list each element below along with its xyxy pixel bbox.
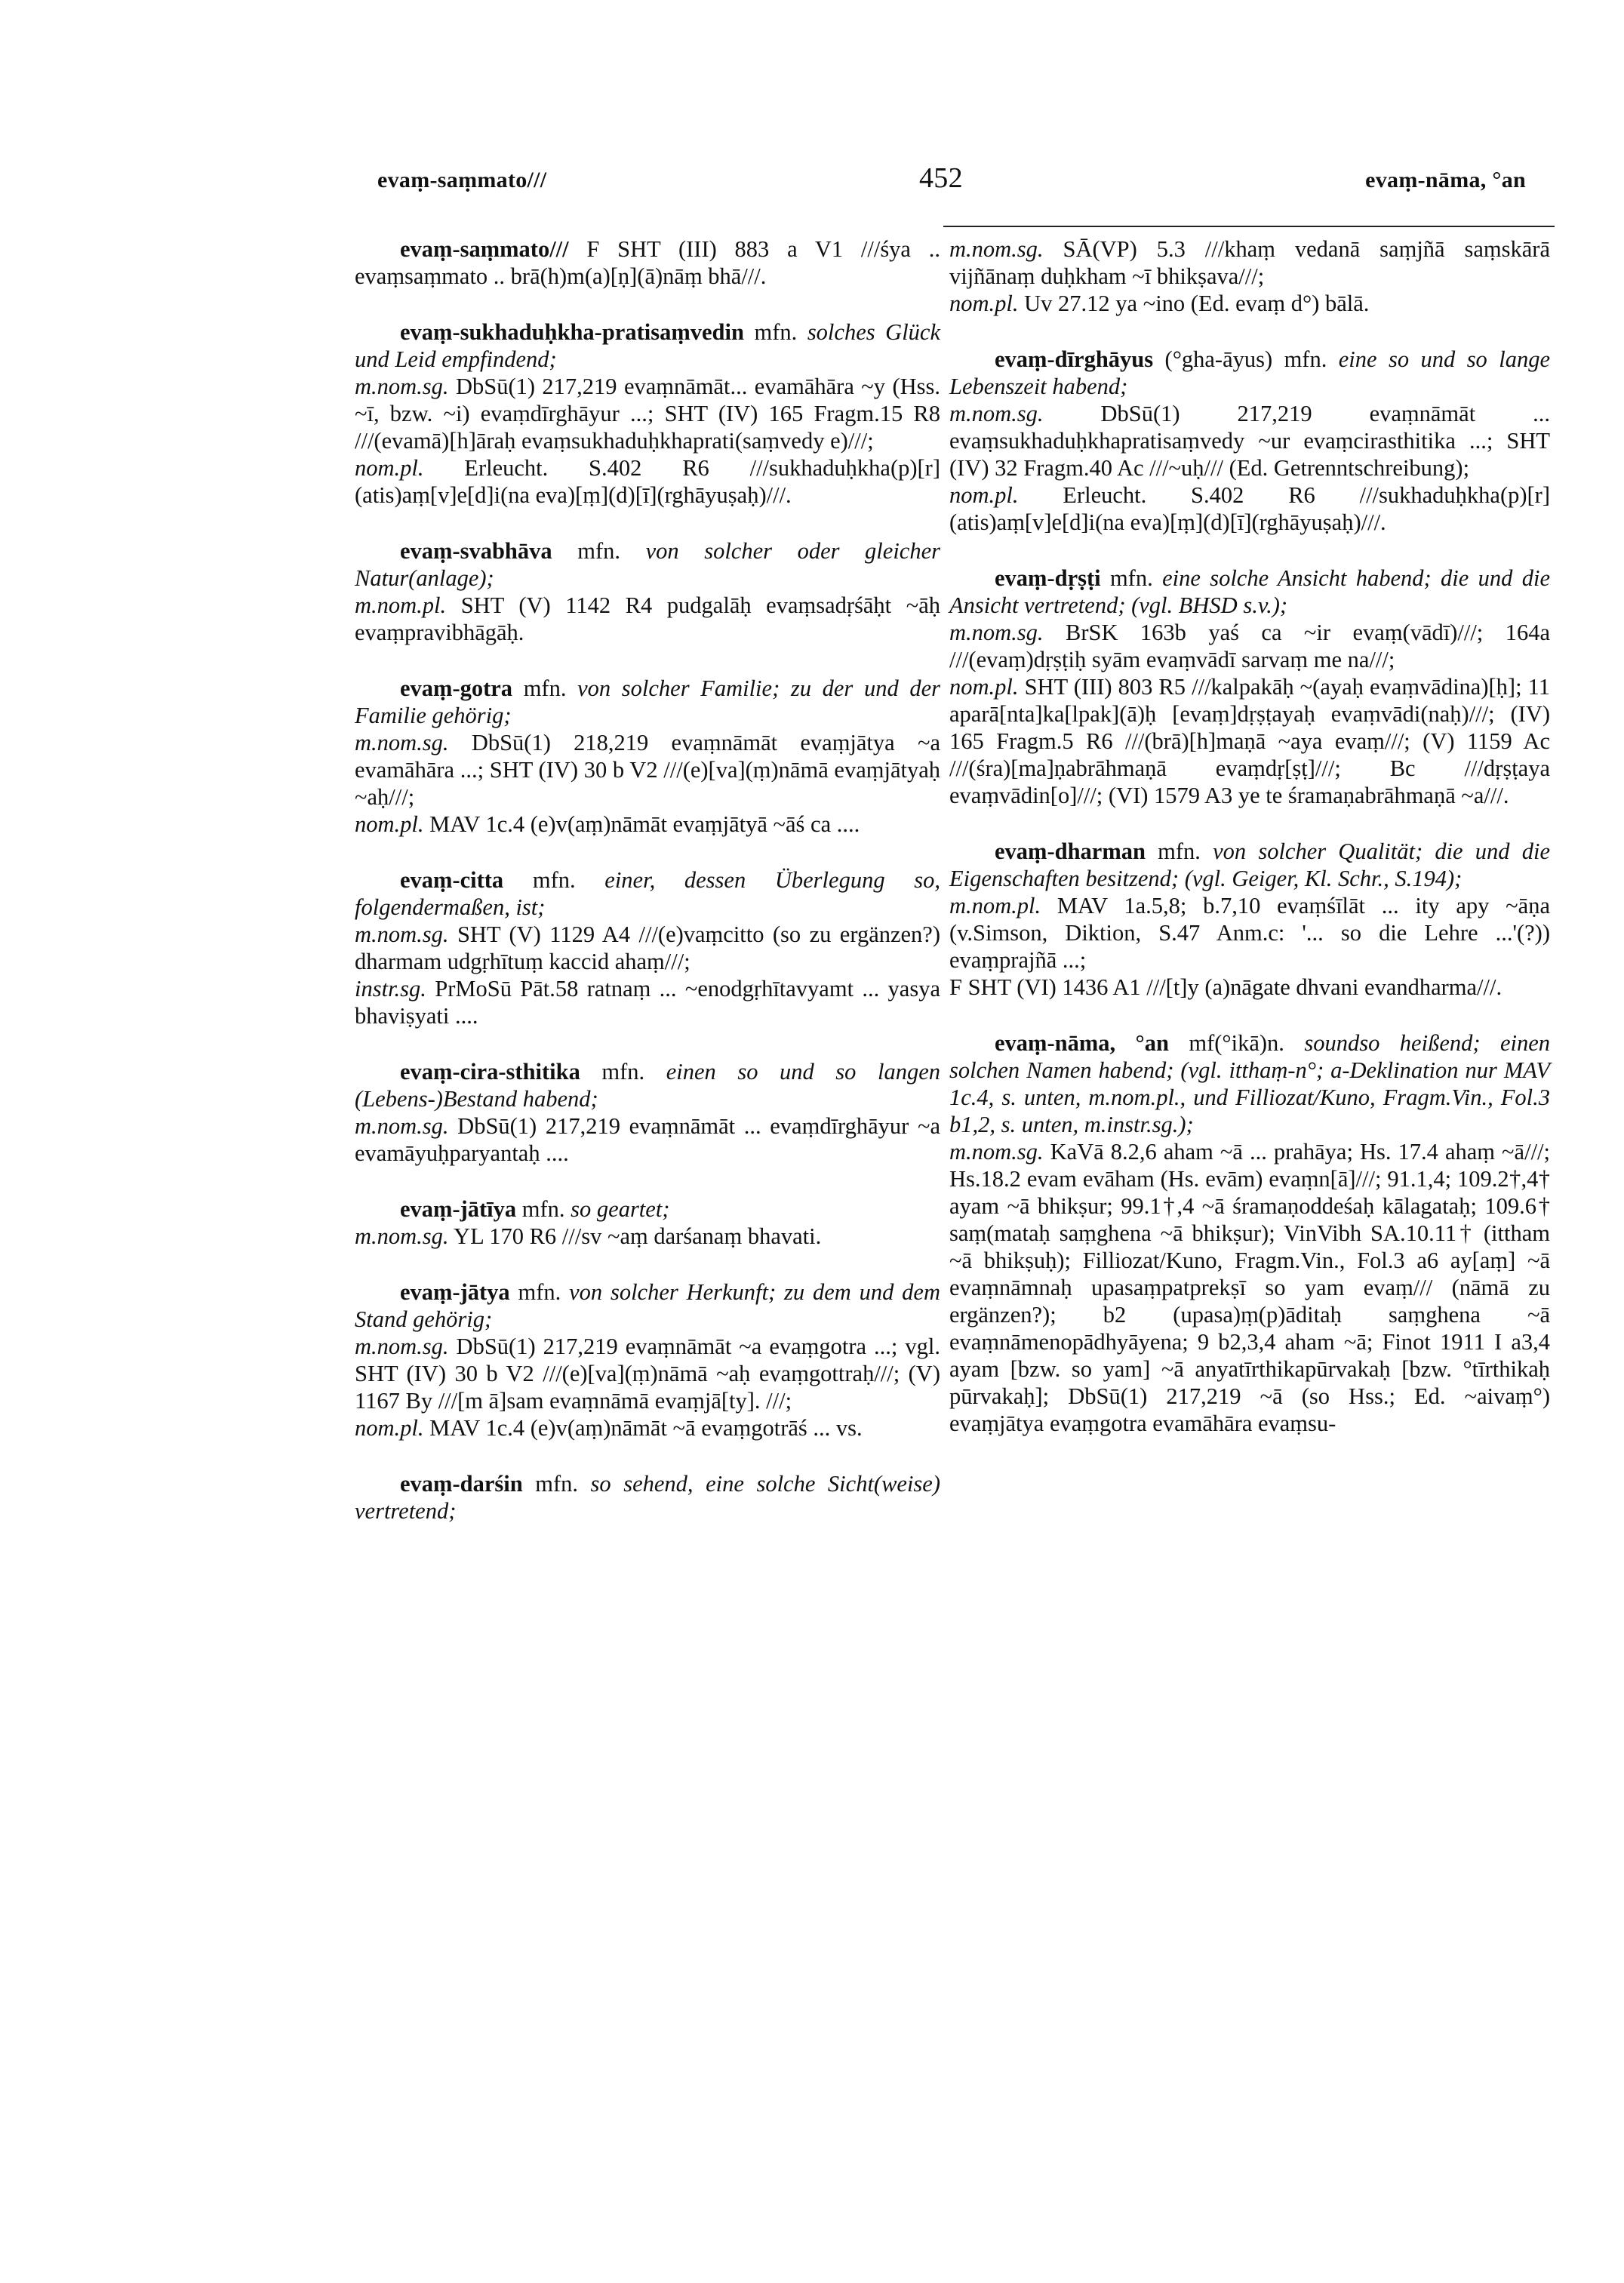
entry-lemma: evaṃ-darśin <box>400 1471 523 1497</box>
dictionary-entry <box>355 235 940 290</box>
dictionary-entry <box>355 1195 940 1250</box>
entry-lemma: evaṃ-saṃmato/// <box>400 236 569 262</box>
entry-attestation-text: PrMoSū Pāt.58 ratnaṃ ... ~enodgṛhītavyamt ... yasya bhaviṣyati .... <box>355 976 940 1029</box>
entry-attestation-text: F SHT (VI) 1436 A1 ///[t]y (a)nāgate dhvani evandharma///. <box>949 974 1503 1000</box>
dictionary-entry <box>355 1470 940 1525</box>
entry-attestation-text: Uv 27.12 ya ~ino (Ed. evaṃ d°) bālā. <box>1018 291 1370 316</box>
entry-headword-line <box>949 1029 1550 1138</box>
entry-definition: solches Glück und Leid empfindend; <box>355 319 940 372</box>
entry-attestation-text: DbSū(1) 217,219 evaṃnāmāt... evamāhāra ~y (Hss. ~ī, bzw. ~i) evaṃdīrghāyur ...; SHT (IV) 165 Fragm.15 R8 ///(evamā)[h]āraḥ evaṃsukhaduḥkhaprati(saṃvedy e)///; <box>355 374 940 454</box>
running-head-right: evaṃ-nāma, °an <box>1365 168 1526 192</box>
page-number: 452 <box>919 162 963 194</box>
grammatical-label: nom.pl. <box>949 291 1019 316</box>
entry-headword-line <box>355 1470 940 1525</box>
dictionary-entry <box>355 537 940 646</box>
entry-attestation-text: BrSK 163b yaś ca ~ir evaṃ(vādī)///; 164a ///(evaṃ)dṛṣṭiḥ syām evaṃvādī sarvaṃ me na///; <box>949 620 1550 672</box>
entry-attestation-text: MAV 1c.4 (e)v(aṃ)nāmāt evaṃjātyā ~āś ca .... <box>423 811 860 837</box>
entry-attestation <box>355 592 940 646</box>
grammatical-label: m.nom.pl. <box>949 893 1041 918</box>
entry-attestation <box>355 729 940 811</box>
grammatical-label: m.nom.sg. <box>355 1334 449 1359</box>
entry-definition: eine solche Ansicht habend; die und die Ansicht vertretend; (vgl. BHSD s.v.); <box>949 565 1550 618</box>
entry-attestation-text: DbSū(1) 217,219 evaṃnāmāt ... evaṃsukhaduḥkhapratisaṃvedy ~ur evaṃcirasthitika ...; SHT (IV) 32 Fragm.40 Ac ///~uḥ/// (Ed. Getrenntschreibung); <box>949 401 1550 481</box>
entry-attestation <box>949 482 1550 536</box>
entry-definition: einen so und so langen (Lebens-)Bestand habend; <box>355 1059 940 1112</box>
entry-headword-line <box>949 346 1550 400</box>
entry-attestation-text: SHT (III) 803 R5 ///kalpakāḥ ~(ayaḥ evaṃvādina)[ḥ]; 11 aparā[nta]ka[lpak](ā)ḥ [evaṃ]dṛṣṭayaḥ evaṃvādi(naḥ)///; (IV) 165 Fragm.5 R6 ///(brā)[h]maṇā ~aya evaṃ///; (V) 1159 Ac ///(śra)[ma]ṇabrāhmaṇā evaṃdṛ[ṣṭ]///; Bc ///dṛṣṭaya evaṃvādin[o]///; (VI) 1579 A3 ye te śramaṇabrāhmaṇā ~a///. <box>949 674 1550 808</box>
dictionary-entry <box>355 1278 940 1441</box>
entry-pos: mfn. <box>743 319 807 345</box>
entry-attestation <box>355 1333 940 1414</box>
entry-headword-line <box>949 565 1550 619</box>
grammatical-label: nom.pl. <box>355 1415 424 1441</box>
grammatical-label: nom.pl. <box>949 674 1019 700</box>
entry-headword-line <box>355 675 940 729</box>
dictionary-entry <box>355 318 940 509</box>
entry-headword-line <box>355 1278 940 1333</box>
entry-attestation <box>355 1414 940 1441</box>
grammatical-label: m.nom.sg. <box>355 1223 449 1249</box>
entry-pos: mfn. <box>580 1059 666 1085</box>
entry-attestation <box>949 1138 1550 1437</box>
entry-pos: mf(°ikā)n. <box>1168 1030 1305 1056</box>
grammatical-label: m.nom.pl. <box>355 592 447 618</box>
entry-attestation <box>355 1112 940 1167</box>
entry-attestation <box>355 373 940 454</box>
entry-attestation-text: F SHT (III) 883 a V1 ///śya .. evaṃsaṃmato .. brā(h)m(a)[ṇ](ā)nāṃ bhā///. <box>355 236 940 289</box>
dictionary-entry <box>949 235 1550 317</box>
entry-definition: von solcher Qualität; die und die Eigenschaften besitzend; (vgl. Geiger, Kl. Schr., S.194); <box>949 838 1550 891</box>
entry-definition: eine so und so lange Lebenszeit habend; <box>949 346 1550 399</box>
entry-headword-line <box>355 866 940 921</box>
entry-pos: mfn. <box>522 1471 591 1497</box>
entry-attestation-text: SHT (V) 1142 R4 pudgalāḥ evaṃsadṛśāḥt ~āḥ evaṃpravibhāgāḥ. <box>355 592 940 645</box>
entry-attestation <box>355 975 940 1029</box>
grammatical-label: m.nom.sg. <box>355 1113 449 1139</box>
entry-definition: so sehend, eine solche Sicht(weise) vertretend; <box>355 1471 940 1524</box>
grammatical-label: nom.pl. <box>949 482 1019 508</box>
dictionary-entry <box>949 346 1550 536</box>
entry-lemma: evaṃ-jātya <box>400 1279 510 1305</box>
entry-headword-line <box>355 235 940 290</box>
entry-pos: mfn. <box>503 867 605 893</box>
entry-definition: einer, dessen Überlegung so, folgendermaßen, ist; <box>355 867 940 920</box>
entry-attestation <box>355 811 940 838</box>
entry-attestation <box>949 235 1550 290</box>
entry-attestation-text: YL 170 R6 ///sv ~aṃ darśanaṃ bhavati. <box>448 1223 822 1249</box>
entry-attestation-text: DbSū(1) 217,219 evaṃnāmāt ... evaṃdīrghāyur ~a evamāyuḥparyantaḥ .... <box>355 1113 940 1166</box>
dictionary-entry <box>949 838 1550 1001</box>
entry-pos: mfn. <box>509 1279 570 1305</box>
entry-attestation-text: Erleucht. S.402 R6 ///sukhaduḥkha(p)[r](atis)aṃ[v]e[d]i(na eva)[ṃ](d)[ī](rghāyuṣaḥ)///. <box>355 455 940 508</box>
header-rule <box>943 226 1555 227</box>
entry-headword-line <box>355 1195 940 1223</box>
entry-attestation <box>949 974 1550 1001</box>
entry-lemma: evaṃ-dharman <box>995 838 1146 864</box>
grammatical-label: nom.pl. <box>355 455 424 481</box>
entry-attestation <box>355 1223 940 1250</box>
dictionary-entry <box>355 675 940 838</box>
dictionary-entry <box>949 565 1550 809</box>
entry-lemma: evaṃ-cira-sthitika <box>400 1059 580 1085</box>
entry-lemma: evaṃ-jātīya <box>400 1196 517 1222</box>
entry-attestation-text: SĀ(VP) 5.3 ///khaṃ vedanā saṃjñā saṃskārā vijñānaṃ duḥkham ~ī bhikṣava///; <box>949 236 1550 289</box>
entry-attestation <box>949 400 1550 482</box>
grammatical-label: m.nom.sg. <box>949 620 1044 645</box>
entry-definition: von solcher oder gleicher Natur(anlage); <box>355 538 940 591</box>
dictionary-entry <box>355 866 940 1029</box>
entry-pos: mfn. <box>512 675 578 701</box>
entry-attestation-text: MAV 1a.5,8; b.7,10 evaṃśīlāt ... ity apy ~āṇa (v.Simson, Diktion, S.47 Anm.c: '... so die Lehre ...'(?)) evaṃprajñā ...; <box>949 893 1550 973</box>
entry-headword-line <box>355 537 940 592</box>
entry-attestation-text: Erleucht. S.402 R6 ///sukhaduḥkha(p)[r](atis)aṃ[v]e[d]i(na eva)[ṃ](d)[ī](rghāyuṣaḥ)///. <box>949 482 1550 535</box>
grammatical-label: m.nom.sg. <box>949 1139 1044 1165</box>
entry-definition: so geartet; <box>571 1196 670 1222</box>
entry-attestation-text: DbSū(1) 217,219 evaṃnāmāt ~a evaṃgotra ...; vgl. SHT (IV) 30 b V2 ///(e)[va](ṃ)nāmā ~aḥ evaṃgottraḥ///; (V) 1167 By ///[m ā]sam evaṃnāmā evaṃjā[ty]. ///; <box>355 1334 940 1414</box>
entry-definition: soundso heißend; einen solchen Namen habend; (vgl. itthaṃ-n°; a-Deklination nur MAV 1c.4, s. unten, m.nom.pl., und Filliozat/Kuno, Fragm.Vin., Fol.3 b1,2, s. unten, m.instr.sg.); <box>949 1030 1550 1137</box>
dictionary-entry <box>355 1058 940 1167</box>
entry-lemma: evaṃ-citta <box>400 867 504 893</box>
entry-pos: mfn. <box>552 538 646 564</box>
grammatical-label: nom.pl. <box>355 811 424 837</box>
left-column <box>355 235 940 1553</box>
entry-attestation-text: KaVā 8.2,6 aham ~ā ... prahāya; Hs. 17.4 ahaṃ ~ā///; Hs.18.2 evam evāham (Hs. evām) evaṃn[ā]///; 91.1,4; 109.2†,4† ayam ~ā bhikṣur; 99.1†,4 ~ā śramaṇoddeśaḥ kālagataḥ; 109.6† saṃ(mataḥ saṃghena ~ā bhikṣur); VinVibh SA.10.11† (ittham ~ā bhikṣuḥ); Filliozat/Kuno, Fragm.Vin., Fol.3 a6 ay[aṃ] ~ā evaṃnāmnaḥ upasaṃpatprekṣī so yam evaṃ/// (nāmā zu ergänzen?); b2 (upasa)ṃ(p)āditaḥ saṃghena ~ā evaṃnāmenopādhyāyena; 9 b2,3,4 aham ~ā; Finot 1911 I a3,4 ayam [bzw. so yam] ~ā anyatīrthikapūrvakaḥ [bzw. °tīrthikaḥ pūrvakaḥ]; DbSū(1) 217,219 ~ā (so Hss.; Ed. ~aivaṃ°) evaṃjātya evaṃgotra evamāhāra evaṃsu- <box>949 1139 1550 1436</box>
entry-lemma: evaṃ-sukhaduḥkha-pratisaṃvedin <box>400 319 744 345</box>
grammatical-label: m.nom.sg. <box>355 374 449 399</box>
entry-attestation-text: DbSū(1) 218,219 evaṃnāmāt evaṃjātya ~a evamāhāra ...; SHT (IV) 30 b V2 ///(e)[va](ṃ)nāmā evaṃjātyaḥ ~aḥ///; <box>355 730 940 810</box>
entry-pos: mfn. <box>1100 565 1163 591</box>
entry-headword-line <box>355 318 940 373</box>
entry-lemma: evaṃ-gotra <box>400 675 513 701</box>
entry-attestation-text: SHT (V) 1129 A4 ///(e)vaṃcitto (so zu ergänzen?) dharmam udgṛhītuṃ kaccid ahaṃ///; <box>355 922 940 974</box>
entry-headword-line <box>949 838 1550 892</box>
entry-lemma: evaṃ-dṛṣṭi <box>995 565 1101 591</box>
entry-attestation <box>949 892 1550 974</box>
entry-pos: (°gha-āyus) mfn. <box>1153 346 1339 372</box>
entry-pos: mfn. <box>1145 838 1213 864</box>
entry-lemma: evaṃ-dīrghāyus <box>995 346 1154 372</box>
entry-lemma: evaṃ-nāma, °an <box>995 1030 1169 1056</box>
grammatical-label: m.nom.sg. <box>355 730 449 755</box>
grammatical-label: m.nom.sg. <box>949 401 1044 426</box>
grammatical-label: instr.sg. <box>355 976 426 1002</box>
entry-attestation <box>949 673 1550 809</box>
grammatical-label: m.nom.sg. <box>949 236 1044 262</box>
entry-definition: von solcher Familie; zu der und der Familie gehörig; <box>355 675 940 728</box>
entry-attestation-text: MAV 1c.4 (e)v(aṃ)nāmāt ~ā evaṃgotrāś ... vs. <box>423 1415 863 1441</box>
dictionary-entry <box>949 1029 1550 1437</box>
entry-attestation <box>355 454 940 509</box>
entry-attestation <box>949 619 1550 673</box>
running-head-left: evaṃ-saṃmato/// <box>377 168 547 192</box>
entry-attestation <box>949 290 1550 317</box>
right-column <box>949 235 1550 1466</box>
entry-headword-line <box>355 1058 940 1112</box>
entry-definition: von solcher Herkunft; zu dem und dem Stand gehörig; <box>355 1279 940 1332</box>
grammatical-label: m.nom.sg. <box>355 922 449 947</box>
entry-pos: mfn. <box>516 1196 571 1222</box>
entry-lemma: evaṃ-svabhāva <box>400 538 552 564</box>
entry-attestation <box>355 921 940 975</box>
